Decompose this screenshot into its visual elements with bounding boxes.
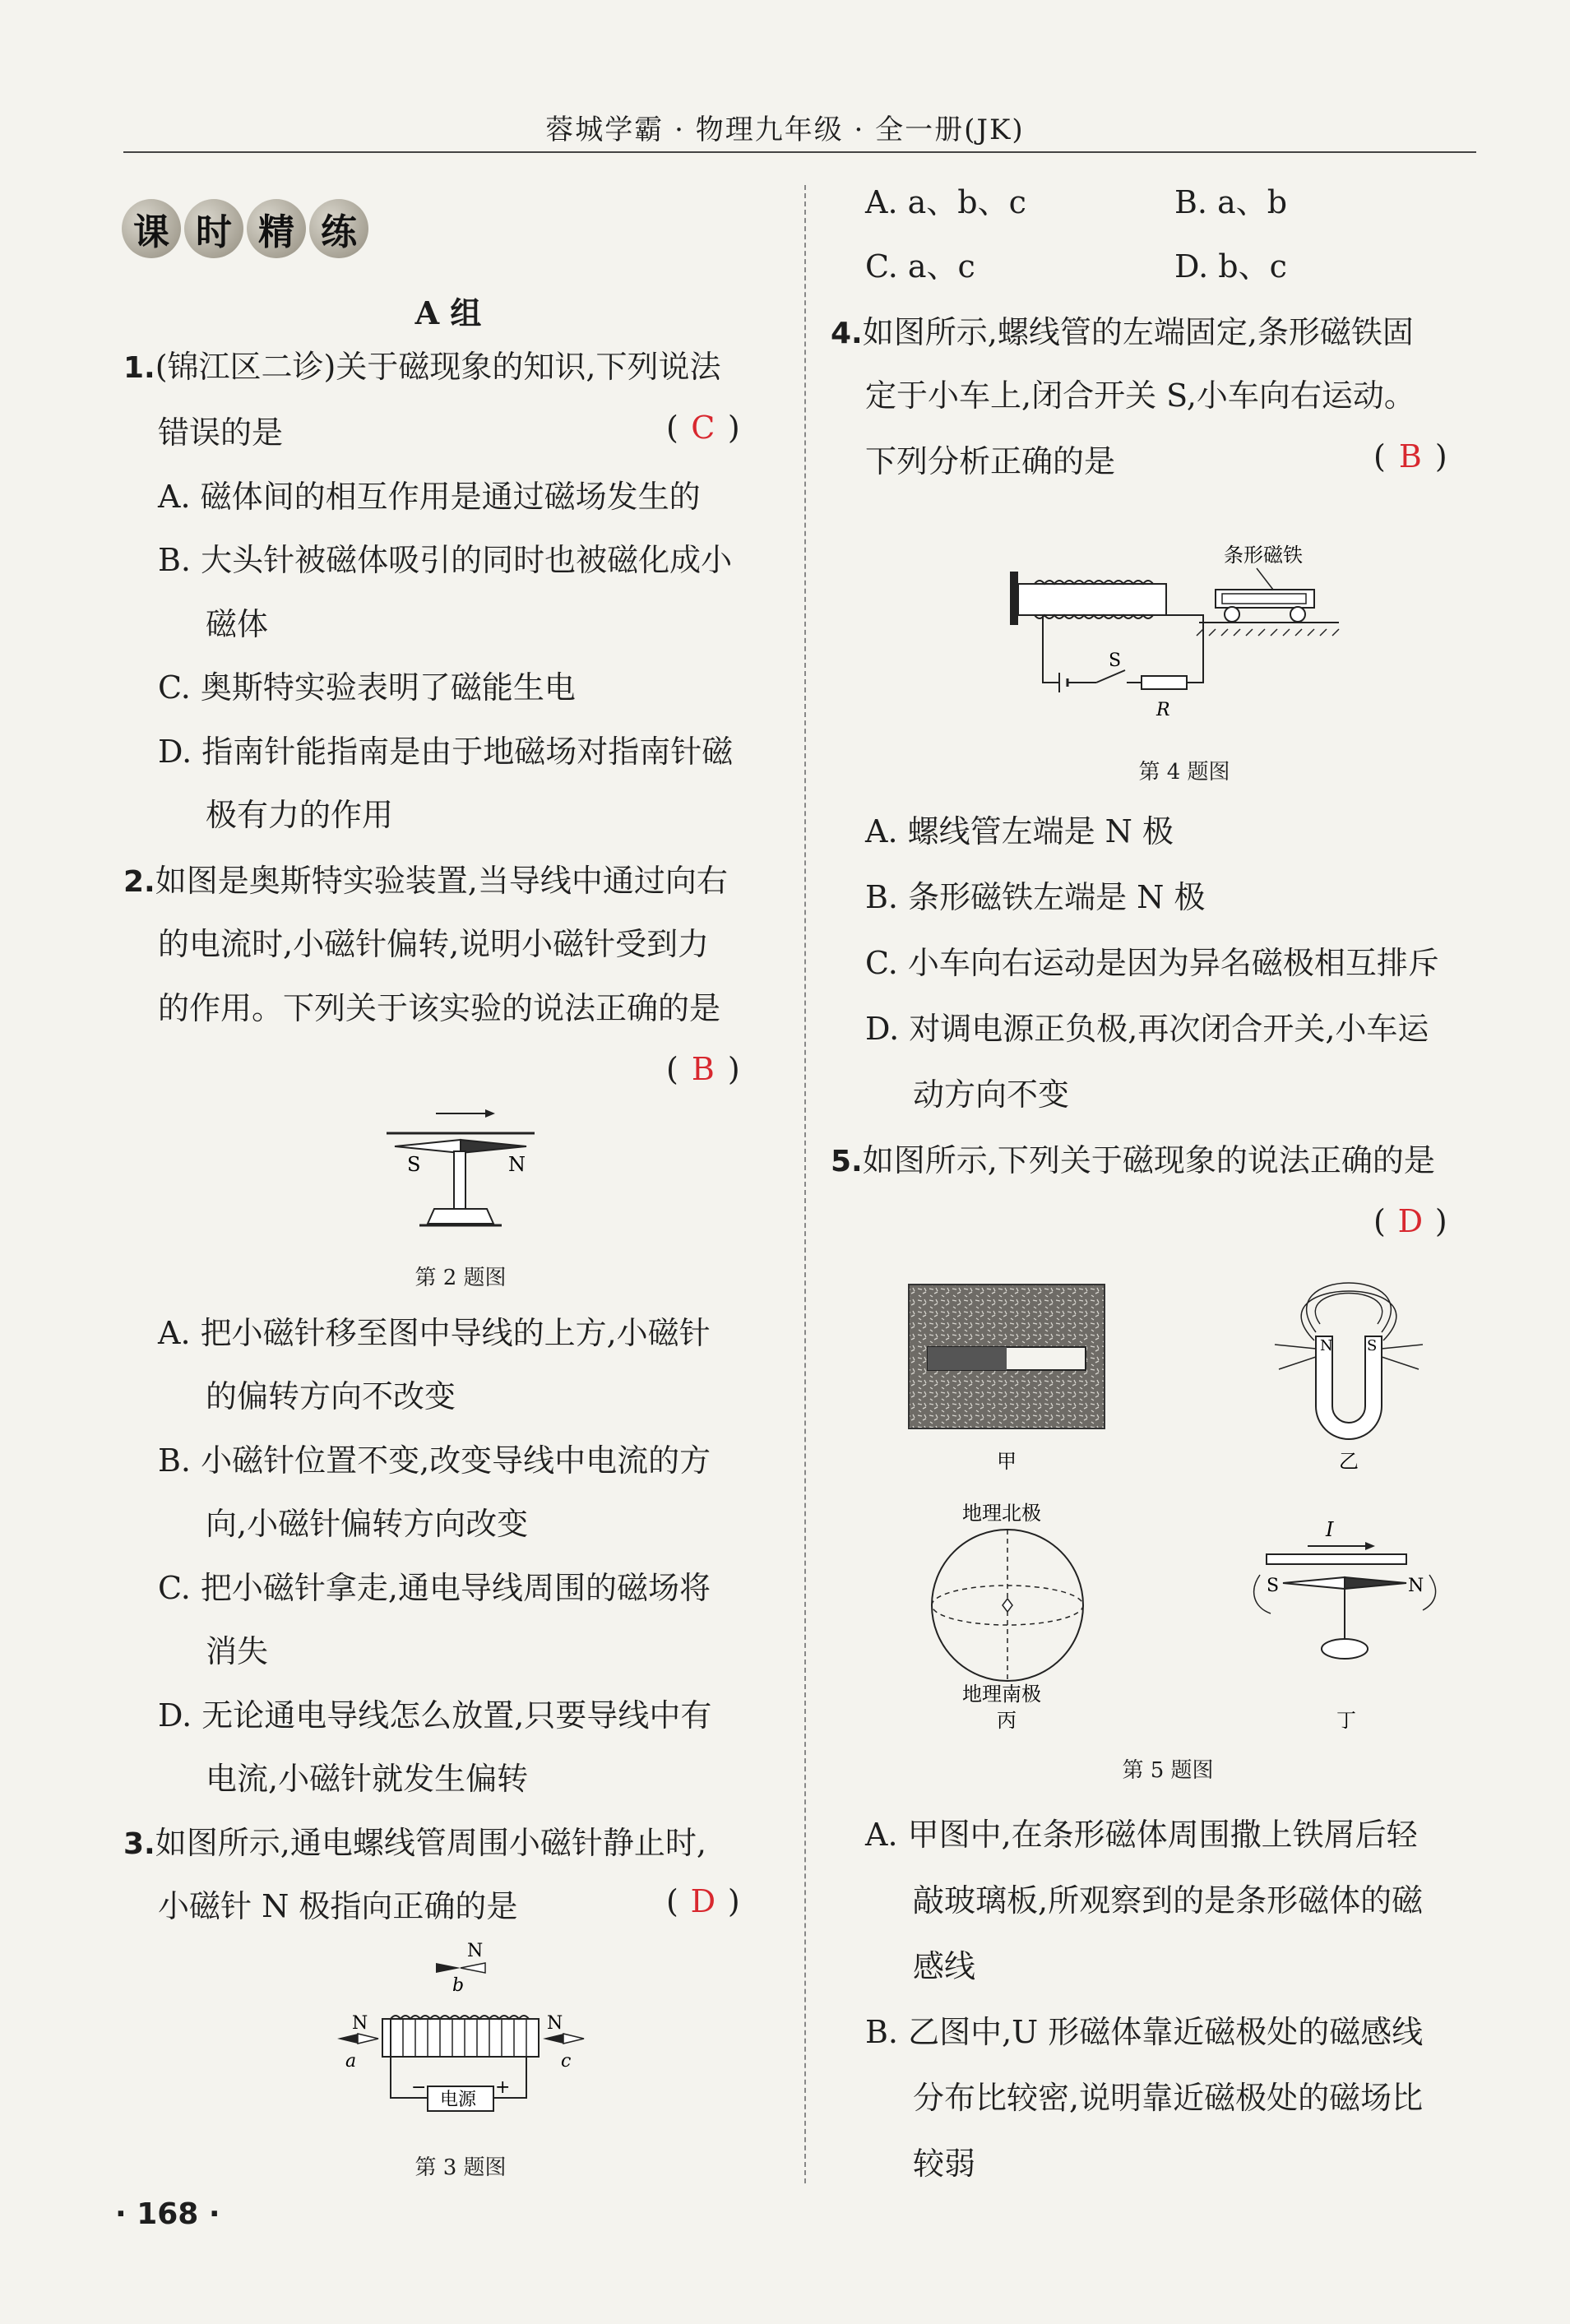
q2-option-c: C. 把小磁针拿走,通电导线周围的磁场将: [158, 1570, 711, 1606]
q1-stem-line-2: 错误的是: [158, 414, 284, 451]
q5-answer-letter: D: [1397, 1203, 1424, 1239]
fig5-u-s-label: S: [1367, 1337, 1378, 1354]
q2-answer-letter: B: [691, 1051, 715, 1087]
fig3-b-label: b: [452, 1975, 465, 1996]
q1-option-c: C. 奥斯特实验表明了磁能生电: [158, 669, 576, 706]
solenoid-icon: [382, 2016, 539, 2057]
badge-char: 课: [122, 199, 181, 258]
q3-answer-letter: D: [690, 1883, 716, 1919]
q5-option-b-cont-2: 较弱: [913, 2146, 976, 2182]
fig5-yi-label: 乙: [1339, 1450, 1359, 1473]
q5-option-a: A. 甲图中,在条形磁体周围撒上铁屑后轻: [865, 1817, 1418, 1853]
q2-stem-line-3: 的作用。下列关于该实验的说法正确的是: [158, 990, 721, 1026]
fig2-caption: 第 2 题图: [414, 1266, 507, 1290]
q3-stem-line-2: 小磁针 N 极指向正确的是: [158, 1888, 518, 1924]
fig5-bing-label: 丙: [997, 1709, 1017, 1732]
fig5-north-label: 地理北极: [962, 1502, 1041, 1525]
fig3-minus-label: −: [411, 2077, 427, 2098]
q3-option-d: D. b、c: [1174, 248, 1287, 285]
q4-answer-letter: B: [1398, 438, 1422, 475]
q3-option-b: B. a、b: [1174, 184, 1288, 220]
q2-option-d-cont: 电流,小磁针就发生偏转: [206, 1761, 529, 1797]
q5-option-b: B. 乙图中,U 形磁体靠近磁极处的磁感线: [865, 2014, 1424, 2050]
fig5-current-label: I: [1326, 1518, 1334, 1541]
q5-answer: ( D ): [1373, 1203, 1447, 1239]
q1-number: 1.: [123, 351, 155, 385]
q1-option-d: D. 指南针能指南是由于地磁场对指南针磁: [158, 734, 734, 770]
fig3-c-n-label: N: [547, 2013, 563, 2034]
fig4-switch-label: S: [1109, 650, 1122, 671]
q5-stem-line-1: 5.如图所示,下列关于磁现象的说法正确的是: [831, 1142, 1435, 1178]
solenoid-cart-figure: [1010, 539, 1355, 736]
q2-option-a: A. 把小磁针移至图中导线的上方,小磁针: [158, 1315, 711, 1351]
fig4-bar-magnet-label: 条形磁铁: [1224, 544, 1303, 567]
q3-option-a: A. a、b、c: [865, 184, 1026, 220]
q4-option-a: A. 螺线管左端是 N 极: [865, 813, 1174, 850]
q2-option-c-cont: 消失: [206, 1633, 269, 1669]
badge-char: 时: [184, 199, 243, 258]
q4-answer: ( B ): [1373, 438, 1447, 475]
fig3-b-n-label: N: [467, 1941, 484, 1961]
q4-stem-line-2: 定于小车上,闭合开关 S,小车向右运动。: [865, 377, 1415, 414]
compass-needle-icon: [1283, 1577, 1345, 1589]
q4-stem-line-3: 下列分析正确的是: [865, 443, 1116, 479]
badge-char: 精: [247, 199, 306, 258]
fig5-u-n-label: N: [1320, 1337, 1333, 1354]
fig3-a-n-label: N: [352, 2013, 368, 2034]
fig4-caption: 第 4 题图: [1138, 760, 1230, 785]
fig2-s-label: S: [407, 1153, 421, 1176]
q3-number: 3.: [123, 1827, 155, 1861]
solenoid-compass-figure: [321, 1937, 600, 2126]
q1-answer-letter: C: [691, 410, 716, 446]
u-magnet-icon: [1275, 1283, 1423, 1439]
q5-option-a-cont-1: 敲玻璃板,所观察到的是条形磁体的磁: [913, 1882, 1424, 1919]
badge-char: 练: [309, 199, 368, 258]
q4-option-c: C. 小车向右运动是因为异名磁极相互排斥: [865, 945, 1439, 981]
q4-option-b: B. 条形磁铁左端是 N 极: [865, 879, 1206, 915]
q5-number: 5.: [831, 1145, 863, 1178]
q2-answer: ( B ): [666, 1051, 740, 1087]
group-title: A 组: [414, 294, 482, 331]
fig3-a-label: a: [345, 2051, 357, 2072]
q3-stem-line-1: 3.如图所示,通电螺线管周围小磁针静止时,: [123, 1825, 706, 1861]
fig5-south-label: 地理南极: [962, 1683, 1041, 1706]
q1-option-a: A. 磁体间的相互作用是通过磁场发生的: [158, 479, 701, 515]
fig5-ding-label: 丁: [1336, 1709, 1356, 1732]
fig5-ding-n-label: N: [1408, 1576, 1424, 1596]
column-divider: [804, 185, 806, 2183]
page-number: · 168 ·: [115, 2197, 220, 2231]
q2-option-b-cont: 向,小磁针偏转方向改变: [206, 1506, 529, 1542]
q2-stem-line-1: 2.如图是奥斯特实验装置,当导线中通过向右: [123, 863, 728, 899]
fig2-n-label: N: [508, 1153, 526, 1176]
fig5-caption: 第 5 题图: [1122, 1758, 1214, 1783]
cart-icon: [1216, 590, 1314, 622]
fig3-plus-label: +: [495, 2077, 511, 2098]
earth-globe-icon: [932, 1530, 1083, 1681]
magnetism-figure: [905, 1275, 1447, 1752]
q4-option-d-cont: 动方向不变: [913, 1076, 1070, 1113]
q5-option-b-cont-1: 分布比较密,说明靠近磁极处的磁场比: [913, 2080, 1424, 2116]
q3-option-c: C. a、c: [865, 248, 975, 285]
q1-option-b-cont: 磁体: [206, 606, 269, 642]
q2-option-a-cont: 的偏转方向不改变: [206, 1378, 456, 1414]
q1-option-d-cont: 极有力的作用: [206, 797, 394, 833]
q4-option-d: D. 对调电源正负极,再次闭合开关,小车运: [865, 1011, 1429, 1047]
q2-number: 2.: [123, 865, 155, 899]
q3-answer: ( D ): [666, 1883, 740, 1919]
oersted-figure: [362, 1102, 559, 1250]
header-rule: [123, 151, 1476, 153]
q4-stem-line-1: 4.如图所示,螺线管的左端固定,条形磁铁固: [831, 314, 1414, 350]
fig5-jia-label: 甲: [997, 1450, 1017, 1473]
section-badge: [122, 199, 368, 258]
q2-stem-line-2: 的电流时,小磁针偏转,说明小磁针受到力: [158, 926, 710, 962]
running-header: 蓉城学霸 · 物理九年级 · 全一册(JK): [545, 113, 1025, 146]
q1-option-b: B. 大头针被磁体吸引的同时也被磁化成小: [158, 542, 733, 578]
q2-option-d: D. 无论通电导线怎么放置,只要导线中有: [158, 1697, 712, 1734]
fig3-power-label: 电源: [440, 2090, 477, 2110]
q1-stem-line-1: 1.(锦江区二诊)关于磁现象的知识,下列说法: [123, 349, 721, 385]
fig3-c-label: c: [561, 2051, 572, 2072]
q4-number: 4.: [831, 317, 863, 350]
fig4-resistor-label: R: [1156, 700, 1170, 720]
q5-option-a-cont-2: 感线: [913, 1948, 976, 1984]
fig5-ding-s-label: S: [1267, 1576, 1280, 1596]
q2-option-b: B. 小磁针位置不变,改变导线中电流的方: [158, 1442, 711, 1479]
fig3-caption: 第 3 题图: [414, 2155, 507, 2180]
q1-answer: ( C ): [666, 410, 740, 446]
